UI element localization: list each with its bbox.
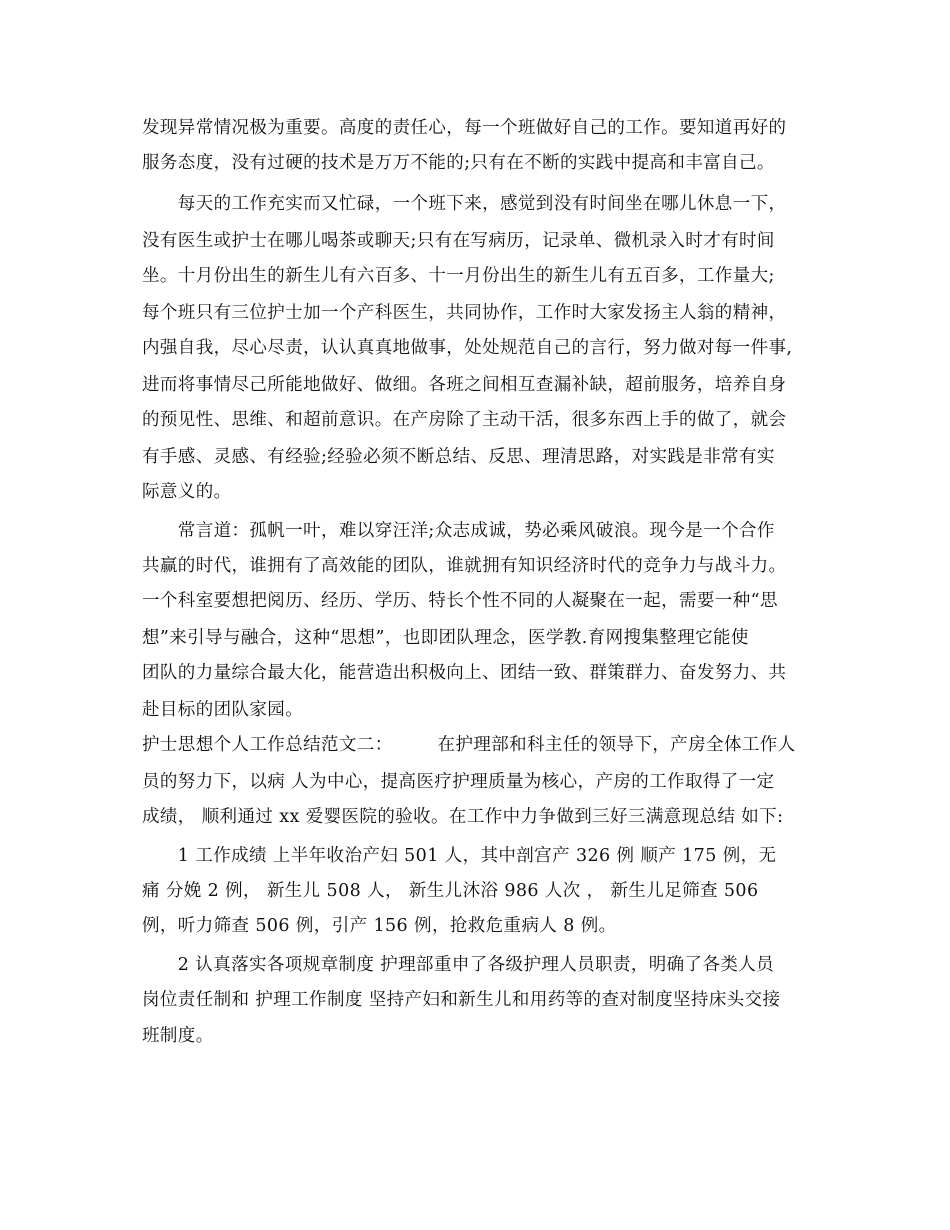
text-line: 赴目标的团队家园。	[142, 700, 304, 720]
text-line: 员的努力下，以病 人为中心，提高医疗护理质量为核心，产房的工作取得了一定	[142, 772, 775, 792]
text-line: 1 工作成绩 上半年收治产妇 501 人，其中剖宫产 326 例 顺产 175 例，无	[142, 846, 777, 866]
text-line: 共赢的时代，谁拥有了高效能的团队，谁就拥有知识经济时代的竞争力与战斗力。	[142, 556, 787, 576]
text-line: 班制度。	[142, 1026, 214, 1046]
text-line: 常言道：孤帆一叶，难以穿汪洋;众志成诚，势必乘风破浪。现今是一个合作	[142, 521, 775, 541]
text-line: 内强自我，尽心尽责，认认真真地做事，处处规范自己的言行，努力做对每一件事,	[142, 338, 793, 358]
text-line: 成绩， 顺利通过 xx 爱婴医院的验收。在工作中力争做到三好三满意现总结 如下:	[142, 807, 784, 827]
text-line: 服务态度，没有过硬的技术是万万不能的;只有在不断的实践中提高和丰富自己。	[142, 153, 775, 173]
text-line: 一个科室要想把阅历、经历、学历、特长个性不同的人凝聚在一起，需要一种“思	[142, 591, 778, 611]
text-line: 际意义的。	[142, 482, 232, 502]
text-line: 进而将事情尽己所能地做好、做细。各班之间相互查漏补缺，超前服务，培养自身	[142, 375, 787, 395]
text-line: 发现异常情况极为重要。高度的责任心，每一个班做好自己的工作。要知道再好的	[142, 118, 787, 138]
text-line: 想”来引导与融合，这种“思想”，也即团队理念，医学教.育网搜集整理它能使	[142, 628, 749, 648]
text-line: 岗位责任制和 护理工作制度 坚持产妇和新生儿和用药等的查对制度坚持床头交接	[142, 990, 781, 1010]
text-line: 2 认真落实各项规章制度 护理部重申了各级护理人员职责，明确了各类人员	[142, 955, 775, 975]
text-line: 没有医生或护士在哪儿喝茶或聊天;只有在写病历，记录单、微机录入时才有时间	[142, 231, 775, 251]
text-line: 痛 分娩 2 例， 新生儿 508 人， 新生儿沐浴 986 人次 ， 新生儿足筛查 506	[142, 881, 759, 901]
text-line: 有手感、灵感、有经验;经验必须不断总结、反思、理清思路，对实践是非常有实	[142, 447, 775, 467]
text-line: 的预见性、思维、和超前意识。在产房除了主动干活，很多东西上手的做了，就会	[142, 410, 787, 430]
text-line: 每天的工作充实而又忙碌，一个班下来，感觉到没有时间坐在哪儿休息一下，	[142, 194, 787, 214]
section-heading: 护士思想个人工作总结范文二： 在护理部和科主任的领导下，产房全体工作人	[142, 735, 796, 755]
text-line: 例，听力筛查 506 例，引产 156 例，抢救危重病人 8 例。	[142, 916, 617, 936]
text-line: 每个班只有三位护士加一个产科医生，共同协作，工作时大家发扬主人翁的精神，	[142, 303, 787, 323]
text-line: 团队的力量综合最大化，能营造出积极向上、团结一致、群策群力、奋发努力、共	[142, 663, 787, 683]
text-line: 坐。十月份出生的新生儿有六百多、十一月份出生的新生儿有五百多，工作量大;	[142, 266, 775, 286]
